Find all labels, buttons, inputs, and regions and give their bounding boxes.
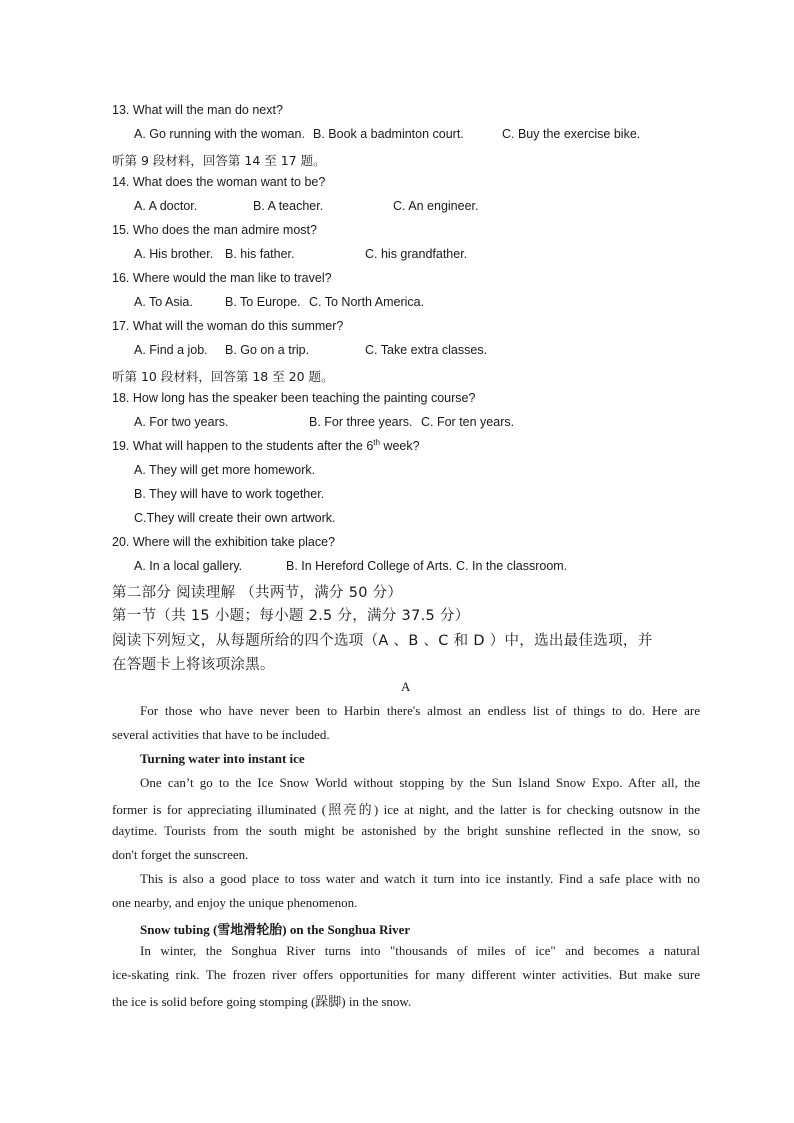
passage-heading-2: Snow tubing (雪地滑轮胎) on the Songhua River xyxy=(140,922,411,937)
q19-option-b: B. They will have to work together. xyxy=(134,487,325,501)
question-20: 20. Where will the exhibition take place? xyxy=(112,535,336,549)
question-16: 16. Where would the man like to travel? xyxy=(112,271,332,285)
q14-option-b: B. A teacher. xyxy=(253,199,324,213)
q18-option-b: B. For three years. xyxy=(309,415,413,429)
passage-paragraph-4-line-2: ice-skating rink. The frozen river offers opportunities for many different winter activities. But make sure xyxy=(112,967,700,982)
q19-option-a: A. They will get more homework. xyxy=(134,463,316,477)
q13-option-b: B. Book a badminton court. xyxy=(313,127,464,141)
section-9-instruction: 听第 9 段材料，回答第 14 至 17 题。 xyxy=(112,153,326,168)
q20-option-b: B. In Hereford College of Arts. xyxy=(286,559,453,573)
passage-paragraph-3-line-2: one nearby, and enjoy the unique phenomenon. xyxy=(112,895,358,910)
q13-option-c: C. Buy the exercise bike. xyxy=(502,127,641,141)
passage-heading-1: Turning water into instant ice xyxy=(140,751,305,766)
q15-option-b: B. his father. xyxy=(225,247,295,261)
q16-option-a: A. To Asia. xyxy=(134,295,193,309)
q17-option-c: C. Take extra classes. xyxy=(365,343,488,357)
question-14: 14. What does the woman want to be? xyxy=(112,175,326,189)
question-18: 18. How long has the speaker been teaching the painting course? xyxy=(112,391,476,405)
q15-option-c: C. his grandfather. xyxy=(365,247,468,261)
q15-option-a: A. His brother. xyxy=(134,247,214,261)
passage-paragraph-4-line-3: the ice is solid before going stomping (跺脚) in the snow. xyxy=(112,994,412,1009)
reading-instruction-line-1: 阅读下列短文，从每题所给的四个选项（A 、B 、C 和 D ）中，选出最佳选项，并 xyxy=(112,633,653,649)
passage-paragraph-4-line-1: In winter, the Songhua River turns into "thousands of miles of ice" and becomes a natural xyxy=(140,943,700,958)
passage-paragraph-3-line-1: This is also a good place to toss water and watch it turn into ice instantly. Find a safe place with no xyxy=(140,871,700,886)
q19-option-c: C.They will create their own artwork. xyxy=(134,511,336,525)
q20-option-c: C. In the classroom. xyxy=(456,559,568,573)
passage-paragraph-1-line-1: For those who have never been to Harbin there's almost an endless list of things to do. Here are xyxy=(140,703,700,718)
q18-option-c: C. For ten years. xyxy=(421,415,515,429)
question-15: 15. Who does the man admire most? xyxy=(112,223,317,237)
passage-paragraph-2-line-2: former is for appreciating illuminated (照亮的) ice at night, and the latter is for checking outsnow in the xyxy=(112,802,700,817)
q16-option-c: C. To North America. xyxy=(309,295,425,309)
question-13: 13. What will the man do next? xyxy=(112,103,283,117)
q20-option-a: A. In a local gallery. xyxy=(134,559,243,573)
q19-text-post: week? xyxy=(379,439,420,453)
q18-option-a: A. For two years. xyxy=(134,415,229,429)
q17-option-b: B. Go on a trip. xyxy=(225,343,310,357)
section-one-title: 第一节（共 15 小题；每小题 2.5 分，满分 37.5 分） xyxy=(112,608,470,624)
passage-paragraph-2-line-1: One can’t go to the Ice Snow World without stopping by the Sun Island Snow Expo. After all, the xyxy=(140,775,700,790)
q19-text-pre: 19. What will happen to the students after the 6 xyxy=(112,439,374,453)
question-19 xyxy=(112,439,420,453)
q14-option-c: C. An engineer. xyxy=(393,199,479,213)
part-two-title: 第二部分 阅读理解 （共两节，满分 50 分） xyxy=(112,585,403,601)
question-17: 17. What will the woman do this summer? xyxy=(112,319,344,333)
passage-paragraph-2-line-4: don't forget the sunscreen. xyxy=(112,847,249,862)
reading-instruction-line-2: 在答题卡上将该项涂黑。 xyxy=(112,657,275,673)
passage-paragraph-1-line-2: several activities that have to be included. xyxy=(112,727,330,742)
q16-option-b: B. To Europe. xyxy=(225,295,301,309)
q14-option-a: A. A doctor. xyxy=(134,199,198,213)
q13-option-a: A. Go running with the woman. xyxy=(134,127,305,141)
section-10-instruction: 听第 10 段材料，回答第 18 至 20 题。 xyxy=(112,369,334,384)
passage-label: A xyxy=(401,679,411,694)
q19-ordinal-suffix: th xyxy=(373,437,380,447)
q17-option-a: A. Find a job. xyxy=(134,343,208,357)
passage-paragraph-2-line-3: daytime. Tourists from the south might be astonished by the bright sunshine reflected in the snow, so xyxy=(112,823,700,838)
